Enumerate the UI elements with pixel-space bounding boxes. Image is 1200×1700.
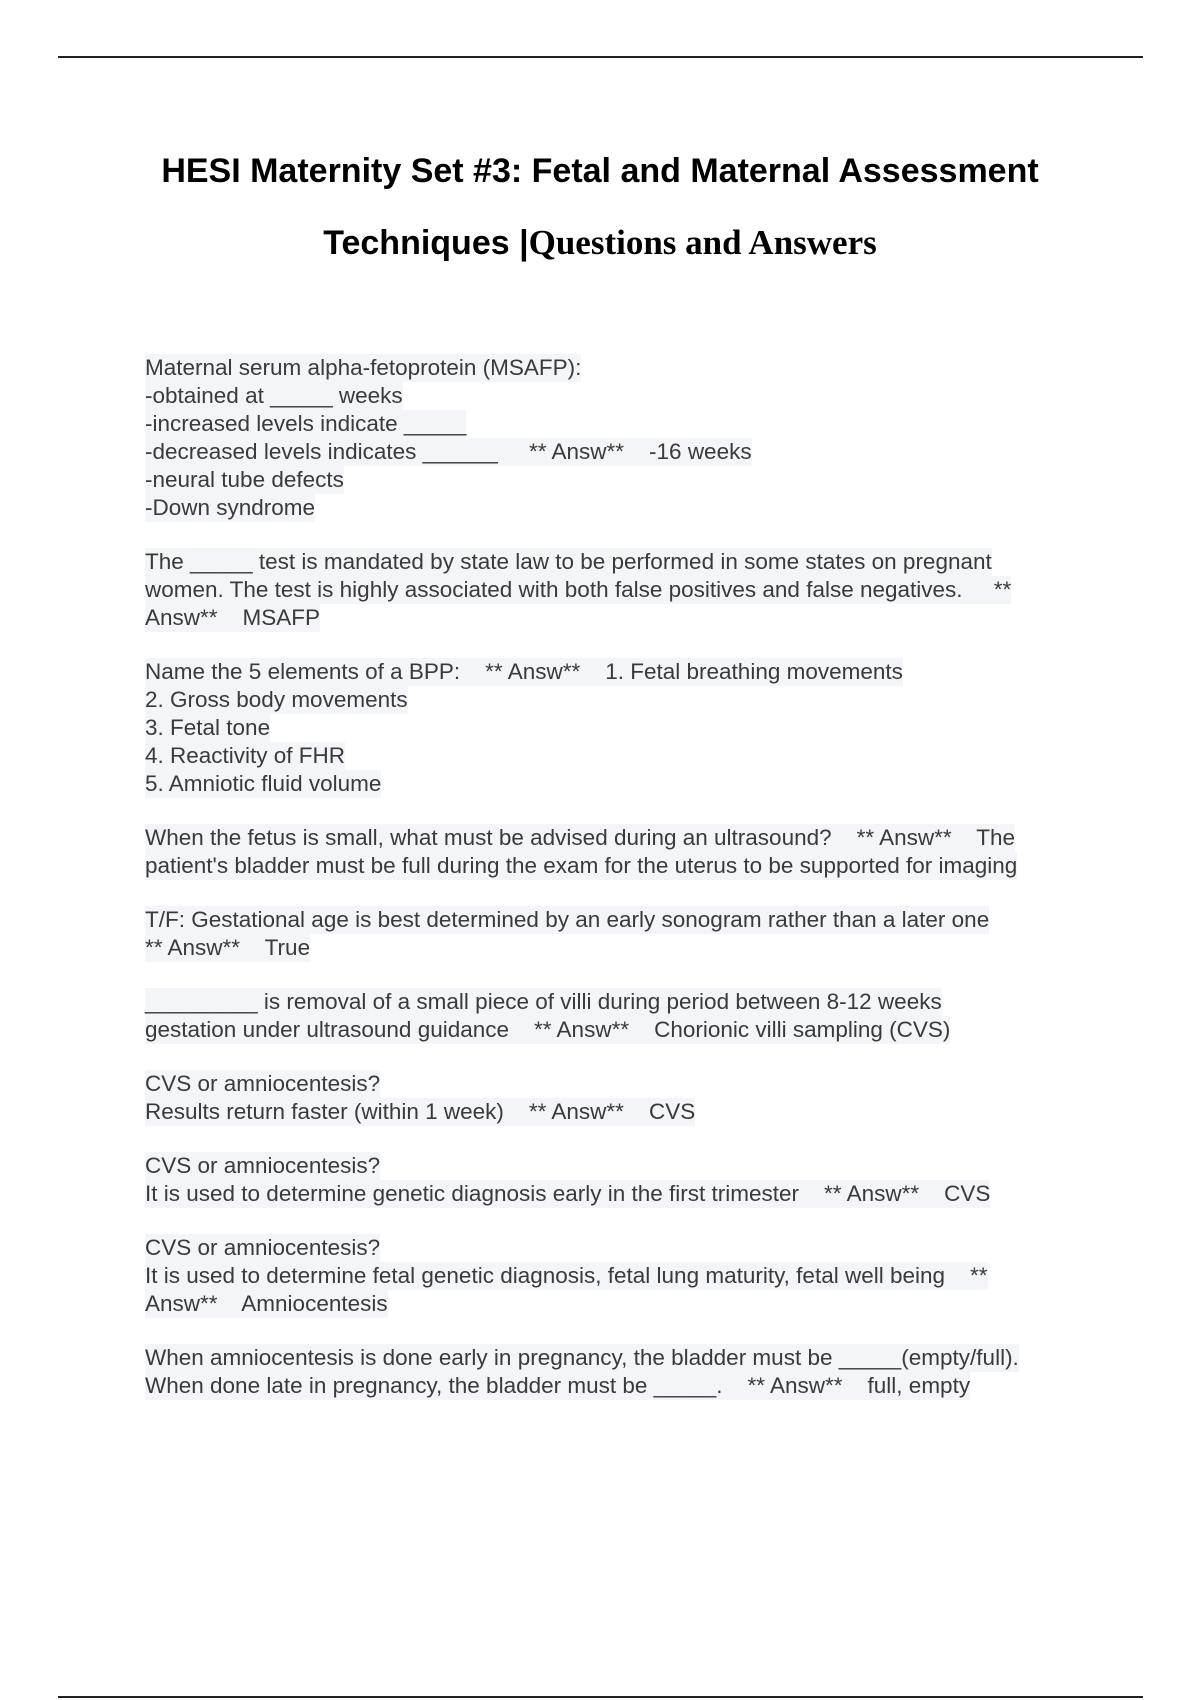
title-line-2-part-1: Techniques | xyxy=(323,224,529,262)
qa-line: ** Answ** True xyxy=(145,935,311,960)
qa-line: Maternal serum alpha-fetoprotein (MSAFP): xyxy=(145,355,582,380)
page-subtitle xyxy=(0,207,1200,286)
qa-line: Answ** MSAFP xyxy=(145,605,321,630)
qa-line: 5. Amniotic fluid volume xyxy=(145,771,382,796)
qa-item xyxy=(145,1344,1085,1400)
qa-item xyxy=(145,548,1085,632)
qa-item xyxy=(145,824,1085,880)
qa-item xyxy=(145,1234,1085,1318)
title-line-2-part-2: Questions and Answers xyxy=(528,223,877,262)
qa-item xyxy=(145,658,1085,798)
qa-line: CVS or amniocentesis? xyxy=(145,1153,381,1178)
qa-line: -neural tube defects xyxy=(145,467,344,492)
qa-line: -Down syndrome xyxy=(145,495,316,520)
qa-line: 2. Gross body movements xyxy=(145,687,408,712)
qa-item xyxy=(145,988,1085,1044)
qa-line: -obtained at _____ weeks xyxy=(145,383,403,408)
qa-line: CVS or amniocentesis? xyxy=(145,1235,381,1260)
qa-line: Name the 5 elements of a BPP: ** Answ** 1. Fetal breathing movements xyxy=(145,659,903,684)
qa-line: T/F: Gestational age is best determined by an early sonogram rather than a later one xyxy=(145,907,990,932)
qa-list xyxy=(145,354,1085,1426)
qa-line: Results return faster (within 1 week) ** Answ** CVS xyxy=(145,1099,696,1124)
qa-line: _________ is removal of a small piece of villi during period between 8-12 weeks xyxy=(145,989,942,1014)
header-rule xyxy=(58,56,1143,58)
page-title xyxy=(0,135,1200,214)
qa-line: gestation under ultrasound guidance ** Answ** Chorionic villi sampling (CVS) xyxy=(145,1017,951,1042)
qa-line: When amniocentesis is done early in pregnancy, the bladder must be _____(empty/full). xyxy=(145,1345,1019,1370)
qa-item xyxy=(145,354,1085,522)
qa-line: -decreased levels indicates ______ ** Answ** -16 weeks xyxy=(145,439,752,464)
title-line-1: HESI Maternity Set #3: Fetal and Maternal Assessment xyxy=(161,152,1039,190)
qa-line: It is used to determine genetic diagnosis early in the first trimester ** Answ** CVS xyxy=(145,1181,991,1206)
qa-line: Answ** Amniocentesis xyxy=(145,1291,388,1316)
qa-line: 4. Reactivity of FHR xyxy=(145,743,346,768)
qa-line: -increased levels indicate _____ xyxy=(145,411,467,436)
qa-line: women. The test is highly associated with both false positives and false negatives. ** xyxy=(145,577,1012,602)
qa-line: It is used to determine fetal genetic diagnosis, fetal lung maturity, fetal well being ** xyxy=(145,1263,988,1288)
qa-item xyxy=(145,906,1085,962)
qa-line: The _____ test is mandated by state law to be performed in some states on pregnant xyxy=(145,549,992,574)
qa-item xyxy=(145,1070,1085,1126)
footer-rule xyxy=(58,1696,1143,1698)
qa-item xyxy=(145,1152,1085,1208)
qa-line: patient's bladder must be full during the exam for the uterus to be supported for imaging xyxy=(145,853,1018,878)
qa-line: 3. Fetal tone xyxy=(145,715,271,740)
qa-line: When done late in pregnancy, the bladder must be _____. ** Answ** full, empty xyxy=(145,1373,971,1398)
qa-line: CVS or amniocentesis? xyxy=(145,1071,381,1096)
qa-line: When the fetus is small, what must be advised during an ultrasound? ** Answ** The xyxy=(145,825,1016,850)
